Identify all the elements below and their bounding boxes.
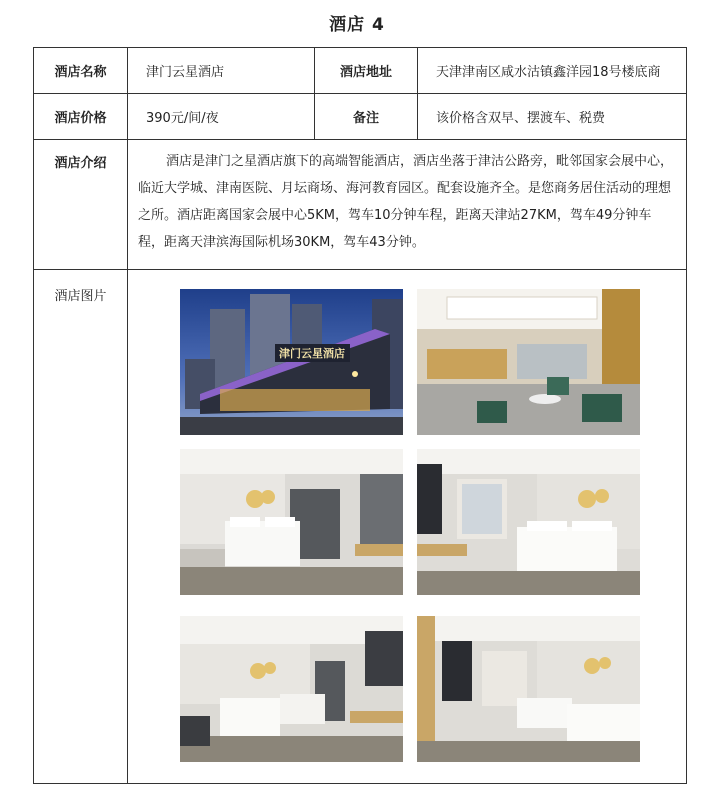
photos-label: 酒店图片 xyxy=(34,270,128,784)
photo-room-twin-1 xyxy=(180,616,403,762)
photo-room-twin-2 xyxy=(417,616,640,762)
table-row xyxy=(34,94,687,140)
document-title: 酒店 4 xyxy=(329,15,385,35)
price-label: 酒店价格 xyxy=(34,94,128,140)
note-label: 备注 xyxy=(315,94,418,140)
name-value: 津门云星酒店 xyxy=(128,48,315,94)
photo-lobby xyxy=(417,289,640,435)
table-row xyxy=(34,140,687,270)
intro-label: 酒店介绍 xyxy=(34,140,128,270)
hotel-info-table xyxy=(33,47,687,784)
photo-room-king-2 xyxy=(417,449,640,595)
price-value: 390元/间/夜 xyxy=(128,94,315,140)
photo-room-king-1 xyxy=(180,449,403,595)
table-row xyxy=(34,270,687,784)
name-label: 酒店名称 xyxy=(34,48,128,94)
photo-exterior xyxy=(180,289,403,435)
intro-text: 酒店是津门之星酒店旗下的高端智能酒店，酒店坐落于津沽公路旁，毗邻国家会展中心，临近大学城、津南医院、月坛商场、海河教育园区。配套设施齐全。是您商务居住活动的理想之所。酒店距离国家会展中心5KM，驾车10分钟车程，距离天津站27KM，驾车49分钟车程，距离天津滨海国际机场30KM，驾车43分钟。 xyxy=(128,140,687,270)
note-value: 该价格含双早、摆渡车、税费 xyxy=(418,94,687,140)
table-row xyxy=(34,48,687,94)
photo-gallery xyxy=(128,270,686,783)
address-label: 酒店地址 xyxy=(315,48,418,94)
address-value: 天津津南区咸水沽镇鑫洋园18号楼底商 xyxy=(418,48,687,94)
photo-exterior-sign: 津门云星酒店 xyxy=(279,347,345,360)
photos-cell xyxy=(128,270,687,784)
